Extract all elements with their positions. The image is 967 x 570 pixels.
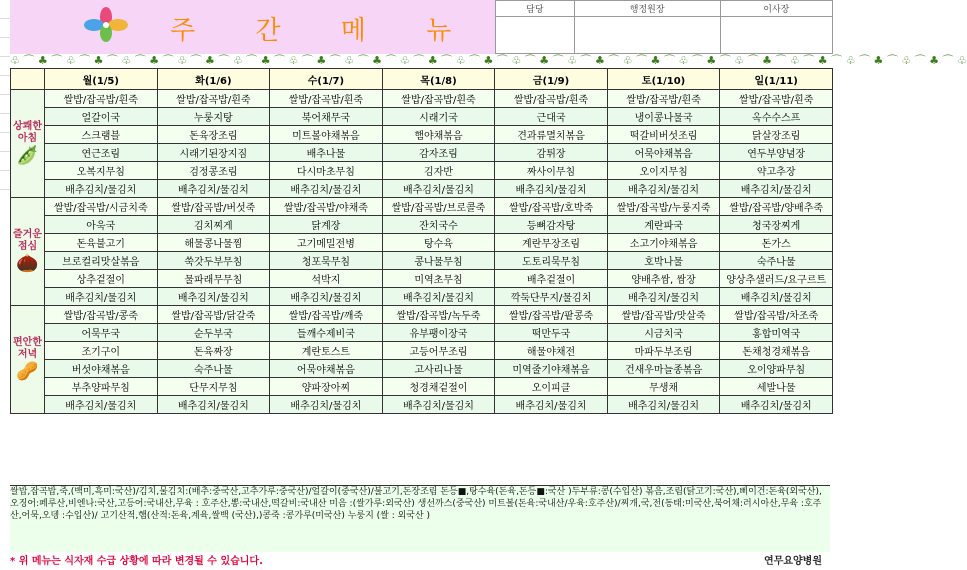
approval-label-staff: 담당 bbox=[496, 1, 575, 17]
menu-cell: 탕수육 bbox=[382, 234, 495, 252]
menu-cell: 짜사이무침 bbox=[495, 162, 608, 180]
menu-cell: 배추김치/물김치 bbox=[45, 396, 158, 414]
menu-cell: 숙주나물 bbox=[157, 360, 270, 378]
menu-cell: 건새우마늘종볶음 bbox=[607, 360, 720, 378]
menu-cell: 오이피클 bbox=[495, 378, 608, 396]
menu-cell: 계란무장조림 bbox=[495, 234, 608, 252]
menu-cell: 호박나물 bbox=[607, 252, 720, 270]
menu-cell: 김자반 bbox=[382, 162, 495, 180]
menu-cell: 마파두부조림 bbox=[607, 342, 720, 360]
menu-cell: 순두부국 bbox=[157, 324, 270, 342]
day-header: 일(1/11) bbox=[720, 69, 833, 90]
menu-row bbox=[11, 306, 833, 324]
approval-label-chairman: 이사장 bbox=[720, 1, 832, 17]
menu-cell: 돈육짜장 bbox=[157, 342, 270, 360]
menu-cell: 배추김치/물김치 bbox=[720, 396, 833, 414]
menu-cell: 배추김치/물김치 bbox=[157, 288, 270, 306]
menu-cell: 배추김치/물김치 bbox=[270, 288, 383, 306]
meal-label-line1: 상쾌한 bbox=[13, 121, 42, 132]
menu-cell: 어묵야채볶음 bbox=[607, 144, 720, 162]
menu-cell: 햄야채볶음 bbox=[382, 126, 495, 144]
menu-cell: 미역줄기야채볶음 bbox=[495, 360, 608, 378]
menu-cell: 배추김치/물김치 bbox=[382, 180, 495, 198]
menu-cell: 숙주나물 bbox=[720, 252, 833, 270]
menu-cell: 쌀밥/잡곡밥/흰죽 bbox=[607, 90, 720, 108]
menu-cell: 배추김치/물김치 bbox=[45, 180, 158, 198]
signature-cell[interactable] bbox=[496, 17, 575, 54]
menu-cell: 어묵무국 bbox=[45, 324, 158, 342]
menu-cell: 돈육장조림 bbox=[157, 126, 270, 144]
day-header: 수(1/7) bbox=[270, 69, 383, 90]
menu-cell: 배추김치/물김치 bbox=[607, 288, 720, 306]
menu-cell: 배추김치/물김치 bbox=[720, 180, 833, 198]
menu-row bbox=[11, 396, 833, 414]
menu-cell: 쌀밥/잡곡밥/양배추죽 bbox=[720, 198, 833, 216]
menu-row bbox=[11, 126, 833, 144]
menu-cell: 배추김치/물김치 bbox=[720, 288, 833, 306]
menu-cell: 누룽지탕 bbox=[157, 108, 270, 126]
change-warning: * 위 메뉴는 식자재 수급 상황에 따라 변경될 수 있습니다. bbox=[10, 556, 263, 567]
meal-label-cell bbox=[11, 90, 45, 198]
notice-bar bbox=[10, 552, 830, 566]
menu-row bbox=[11, 288, 833, 306]
menu-cell: 청국장찌게 bbox=[720, 216, 833, 234]
menu-cell: 배추김치/물김치 bbox=[382, 288, 495, 306]
menu-cell: 쑥갓두부무침 bbox=[157, 252, 270, 270]
signature-cell[interactable] bbox=[574, 17, 720, 54]
food-illustration-icon: 🌰 bbox=[16, 253, 39, 274]
menu-cell: 물파래무무침 bbox=[157, 270, 270, 288]
menu-cell: 소고기야채볶음 bbox=[607, 234, 720, 252]
menu-cell: 고사리나물 bbox=[382, 360, 495, 378]
menu-cell: 돈육불고기 bbox=[45, 234, 158, 252]
origin-note: 쌀밥,잡곡밥,죽,(백미,흑미:국산)/김치,물김치:(배추:중국산,고추가루:중국산)/얼갈이(중국산)/불고기,돈장조림 돈등■,탕수육(돈육,돈등■:국산 )두부류:콩(수입산) 볶음,조림(닭고기:국산),삐이건:돈육(외국산),오징어:페루산,비엔나:국산,고등어:국내산,무육 : 호주산,뽕:국내산,떡갈비:국내산 미음 :(쌀가루:외국산) 생선까스(중국산) 미트볼(돈육:국내산/우육:호주산)/찌개,국,전(동태:미국산,북어채:러시아산,무육 :호주산,어묵,오뎅 :수입산)/ 고기산적,햄(산적:돈육,계육,쌀백 (국산),)콩죽 :콩가루(미국산) 누룽지 (쌀 : 외국산 ) bbox=[10, 485, 830, 554]
menu-cell: 등뼈감자탕 bbox=[495, 216, 608, 234]
hospital-name: 연무요양병원 bbox=[764, 556, 822, 567]
menu-cell: 쌀밥/잡곡밥/야채죽 bbox=[270, 198, 383, 216]
menu-cell: 감튀장 bbox=[495, 144, 608, 162]
menu-cell: 미트볼야채볶음 bbox=[270, 126, 383, 144]
day-header: 토(1/10) bbox=[607, 69, 720, 90]
menu-cell: 양파장아찌 bbox=[270, 378, 383, 396]
meal-label-line2: 점심 bbox=[17, 241, 38, 252]
menu-cell: 콩나물무침 bbox=[382, 252, 495, 270]
menu-cell: 잔치국수 bbox=[382, 216, 495, 234]
meal-label-cell bbox=[11, 198, 45, 306]
menu-cell: 쌀밥/잡곡밥/닭갈죽 bbox=[157, 306, 270, 324]
menu-cell: 약고추장 bbox=[720, 162, 833, 180]
menu-cell: 옥수수스프 bbox=[720, 108, 833, 126]
menu-row bbox=[11, 252, 833, 270]
menu-cell: 쌀밥/잡곡밥/호박죽 bbox=[495, 198, 608, 216]
menu-cell: 쌀밥/잡곡밥/깨죽 bbox=[270, 306, 383, 324]
menu-cell: 배추김치/물김치 bbox=[157, 396, 270, 414]
menu-cell: 연근조림 bbox=[45, 144, 158, 162]
food-illustration-icon: 🥜 bbox=[16, 361, 39, 382]
menu-cell: 돈채청경채볶음 bbox=[720, 342, 833, 360]
menu-cell: 양상추샐러드/요구르트 bbox=[720, 270, 833, 288]
menu-cell: 도토리묵무침 bbox=[495, 252, 608, 270]
menu-cell: 다시마초무침 bbox=[270, 162, 383, 180]
menu-row bbox=[11, 378, 833, 396]
menu-cell: 어묵야채볶음 bbox=[270, 360, 383, 378]
menu-cell: 연두부양념장 bbox=[720, 144, 833, 162]
menu-row bbox=[11, 162, 833, 180]
menu-cell: 쌀밥/잡곡밥/흰죽 bbox=[270, 90, 383, 108]
menu-cell: 고등어무조림 bbox=[382, 342, 495, 360]
menu-cell: 무생채 bbox=[607, 378, 720, 396]
menu-cell: 견과류멸치볶음 bbox=[495, 126, 608, 144]
approval-box bbox=[495, 0, 835, 54]
day-header: 목(1/8) bbox=[382, 69, 495, 90]
signature-cell[interactable] bbox=[720, 17, 832, 54]
meal-label-line1: 편안한 bbox=[13, 337, 42, 348]
day-header: 금(1/9) bbox=[495, 69, 608, 90]
menu-row bbox=[11, 198, 833, 216]
menu-cell: 세발나물 bbox=[720, 378, 833, 396]
page-title: 주 간 메 뉴 bbox=[170, 16, 478, 46]
menu-cell: 해물콩나물찜 bbox=[157, 234, 270, 252]
menu-cell: 돈가스 bbox=[720, 234, 833, 252]
menu-cell: 배추김치/물김치 bbox=[270, 396, 383, 414]
menu-cell: 쌀밥/잡곡밥/흰죽 bbox=[157, 90, 270, 108]
menu-cell: 감자조림 bbox=[382, 144, 495, 162]
menu-cell: 상추겉절이 bbox=[45, 270, 158, 288]
meal-label-line2: 아침 bbox=[17, 133, 38, 144]
vine-decoration: ♧ ⌒ ♣ ⌒ ♧ ⌒ ♣ ⌒ ♧ ⌒ ♣ ⌒ ♧ ⌒ ♣ ⌒ ♧ ⌒ ♣ ⌒ ♧ ⌒ ♣ ⌒ ♧ ⌒ ♣ ⌒ ♧ ⌒ ♣ ⌒ ♧ ⌒ ♣ ⌒ ♧ ⌒ ♣ ⌒ ♧ ⌒ ♣ ⌒ ♧ ⌒ ♣ ⌒ ♧ ⌒ ♣ ⌒ ♧ ⌒ ♣ ⌒ ♧ ⌒ ♣ ⌒ ♧ ⌒ ♣ ⌒ ♧ ⌒ ♣ ⌒ ♧ bbox=[10, 54, 967, 67]
menu-cell: 들깨수제비국 bbox=[270, 324, 383, 342]
menu-cell: 스크램블 bbox=[45, 126, 158, 144]
menu-cell: 쌀밥/잡곡밥/흰죽 bbox=[45, 90, 158, 108]
menu-cell: 배추김치/물김치 bbox=[607, 180, 720, 198]
menu-cell: 오이양파무침 bbox=[720, 360, 833, 378]
food-illustration-icon: 🫛 bbox=[16, 145, 39, 166]
menu-cell: 쌀밥/잡곡밥/차조죽 bbox=[720, 306, 833, 324]
menu-cell: 브로컬리맛살볶음 bbox=[45, 252, 158, 270]
menu-row bbox=[11, 144, 833, 162]
menu-cell: 쌀밥/잡곡밥/브로콜죽 bbox=[382, 198, 495, 216]
menu-cell: 쌀밥/잡곡밥/녹두죽 bbox=[382, 306, 495, 324]
menu-cell: 근대국 bbox=[495, 108, 608, 126]
menu-row bbox=[11, 342, 833, 360]
menu-cell: 아욱국 bbox=[45, 216, 158, 234]
menu-cell: 쌀밥/잡곡밥/시금치죽 bbox=[45, 198, 158, 216]
menu-cell: 쌀밥/잡곡밥/흰죽 bbox=[495, 90, 608, 108]
menu-cell: 닭계장 bbox=[270, 216, 383, 234]
menu-cell: 깍둑단무지/물김치 bbox=[495, 288, 608, 306]
menu-cell: 얼갈이국 bbox=[45, 108, 158, 126]
menu-row bbox=[11, 234, 833, 252]
menu-table-wrap bbox=[10, 68, 833, 414]
menu-row bbox=[11, 108, 833, 126]
menu-cell: 배추김치/물김치 bbox=[270, 180, 383, 198]
menu-cell: 쌀밥/잡곡밥/콩죽 bbox=[45, 306, 158, 324]
menu-cell: 검정콩조림 bbox=[157, 162, 270, 180]
menu-cell: 닭살장조림 bbox=[720, 126, 833, 144]
menu-cell: 쌀밥/잡곡밥/팥콩죽 bbox=[495, 306, 608, 324]
menu-cell: 쌀밥/잡곡밥/버섯죽 bbox=[157, 198, 270, 216]
menu-cell: 배추김치/물김치 bbox=[495, 396, 608, 414]
menu-cell: 시금치국 bbox=[607, 324, 720, 342]
menu-cell: 오복지무침 bbox=[45, 162, 158, 180]
meal-label-cell bbox=[11, 306, 45, 414]
menu-cell: 떡만두국 bbox=[495, 324, 608, 342]
menu-cell: 고기메밀전병 bbox=[270, 234, 383, 252]
day-header: 화(1/6) bbox=[157, 69, 270, 90]
meal-label-line1: 즐거운 bbox=[13, 229, 42, 240]
sheet-gridlines bbox=[0, 0, 10, 570]
meal-label-line2: 저녁 bbox=[17, 349, 38, 360]
menu-row bbox=[11, 216, 833, 234]
menu-cell: 쌀밥/잡곡밥/흰죽 bbox=[720, 90, 833, 108]
menu-row bbox=[11, 180, 833, 198]
menu-row bbox=[11, 360, 833, 378]
menu-cell: 조기구이 bbox=[45, 342, 158, 360]
menu-cell: 쌀밥/잡곡밥/누룽지죽 bbox=[607, 198, 720, 216]
menu-cell: 배추겉절이 bbox=[495, 270, 608, 288]
menu-cell: 청경채겉절이 bbox=[382, 378, 495, 396]
menu-cell: 쌀밥/잡곡밥/맛살죽 bbox=[607, 306, 720, 324]
menu-cell: 청포묵무침 bbox=[270, 252, 383, 270]
menu-table bbox=[10, 68, 833, 414]
menu-cell: 쌀밥/잡곡밥/흰죽 bbox=[382, 90, 495, 108]
menu-cell: 양배추쌈, 쌈장 bbox=[607, 270, 720, 288]
menu-row bbox=[11, 90, 833, 108]
menu-cell: 미역초무침 bbox=[382, 270, 495, 288]
menu-cell: 배추김치/물김치 bbox=[495, 180, 608, 198]
menu-cell: 석박지 bbox=[270, 270, 383, 288]
menu-cell: 떡갈비버섯조림 bbox=[607, 126, 720, 144]
menu-cell: 버섯야채볶음 bbox=[45, 360, 158, 378]
menu-cell: 유부팽이장국 bbox=[382, 324, 495, 342]
menu-cell: 시래기국 bbox=[382, 108, 495, 126]
menu-cell: 시래기된장지짐 bbox=[157, 144, 270, 162]
menu-cell: 홍합미역국 bbox=[720, 324, 833, 342]
menu-cell: 계란토스트 bbox=[270, 342, 383, 360]
hospital-logo-icon bbox=[76, 3, 136, 49]
menu-cell: 단무지무침 bbox=[157, 378, 270, 396]
menu-cell: 배추김치/물김치 bbox=[607, 396, 720, 414]
menu-cell: 해물야채전 bbox=[495, 342, 608, 360]
menu-cell: 오이지무침 bbox=[607, 162, 720, 180]
day-header-row bbox=[11, 69, 833, 90]
day-header: 월(1/5) bbox=[45, 69, 158, 90]
menu-cell: 배추김치/물김치 bbox=[382, 396, 495, 414]
menu-row bbox=[11, 270, 833, 288]
menu-cell: 계란파국 bbox=[607, 216, 720, 234]
menu-cell: 북어채무국 bbox=[270, 108, 383, 126]
menu-cell: 김치찌게 bbox=[157, 216, 270, 234]
menu-cell: 배추김치/물김치 bbox=[157, 180, 270, 198]
menu-cell: 배추김치/물김치 bbox=[45, 288, 158, 306]
approval-label-director: 행정원장 bbox=[574, 1, 720, 17]
menu-row bbox=[11, 324, 833, 342]
menu-cell: 배추나물 bbox=[270, 144, 383, 162]
title-banner bbox=[10, 0, 495, 54]
menu-cell: 냉이콩나물국 bbox=[607, 108, 720, 126]
corner-cell bbox=[11, 69, 45, 90]
menu-cell: 부추양파무침 bbox=[45, 378, 158, 396]
